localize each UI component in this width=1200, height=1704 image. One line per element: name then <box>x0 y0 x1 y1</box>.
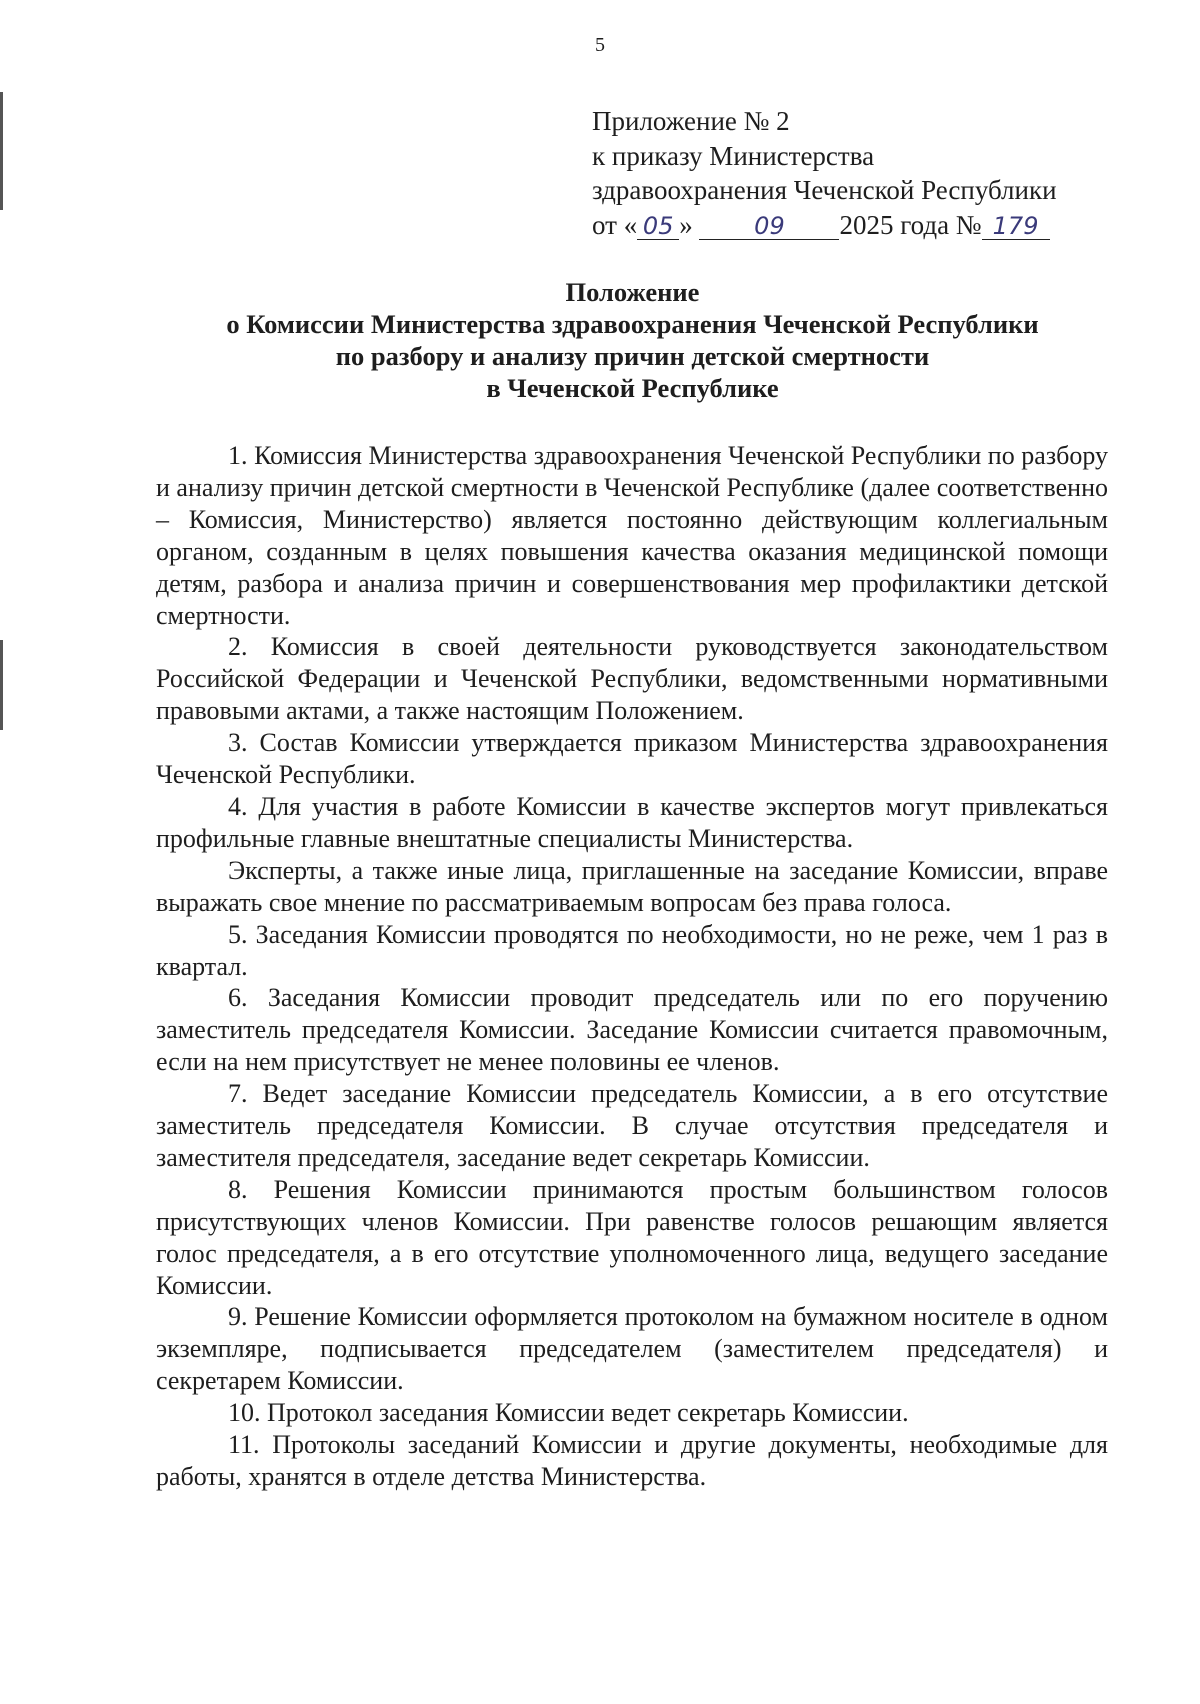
page-number: 5 <box>595 34 605 56</box>
paragraph: 11. Протоколы заседаний Комиссии и другие документы, необходимые для работы, хранятся в отделе детства Министерства. <box>156 1430 1108 1491</box>
annex-header <box>592 104 1057 242</box>
paragraph: 1. Комиссия Министерства здравоохранения Чеченской Республики по разбору и анализу причин детской смертности в Чеченской Республике (далее соответственно – Комиссия, Министерство) является постоянно действующим коллегиальным органом, созданным в целях повышения качества оказания медицинской помощи детям, разбора и анализа причин и совершенствования мер профилактики детской смертности. <box>156 441 1108 630</box>
date-month-handwritten: 09 <box>699 213 839 240</box>
paragraph: 3. Состав Комиссии утверждается приказом Министерства здравоохранения Чеченской Республики. <box>156 728 1108 790</box>
paragraph: 10. Протокол заседания Комиссии ведет секретарь Комиссии. <box>228 1398 909 1428</box>
title-line: Положение <box>565 277 700 307</box>
date-year-text: 2025 года № <box>839 209 982 240</box>
annex-date-line <box>592 208 1057 243</box>
scan-edge-mark <box>0 640 3 730</box>
paragraph: 6. Заседания Комиссии проводит председатель или по его поручению заместитель председателя Комиссии. Заседание Комиссии считается правомочным, если на нем присутствует не менее половины ее членов. <box>156 983 1108 1077</box>
paragraph: 7. Ведет заседание Комиссии председатель Комиссии, а в его отсутствие заместитель председателя Комиссии. В случае отсутствия председателя и заместителя председателя, заседание ведет секретарь Комиссии. <box>156 1079 1108 1172</box>
date-day-handwritten: 05 <box>637 213 679 240</box>
annex-line: к приказу Министерства <box>592 140 875 171</box>
title-line: по разбору и анализу причин детской смертности <box>335 341 930 371</box>
paragraph: 2. Комиссия в своей деятельности руководствуется законодательством Российской Федерации и Чеченской Республики, ведомственными нормативными правовыми актами, а также настоящим Положением. <box>156 632 1108 726</box>
title-line: о Комиссии Министерства здравоохранения Чеченской Республики <box>226 309 1039 339</box>
annex-line: Приложение № 2 <box>592 106 790 136</box>
document-body <box>156 440 1108 1493</box>
title-line: в Чеченской Республике <box>486 373 779 403</box>
date-mid: » <box>679 209 693 240</box>
paragraph: 4. Для участия в работе Комиссии в качестве экспертов могут привлекаться профильные главные внештатные специалисты Министерства. <box>156 791 1108 853</box>
paragraph: 5. Заседания Комиссии проводятся по необходимости, но не реже, чем 1 раз в квартал. <box>156 919 1108 981</box>
paragraph: Эксперты, а также иные лица, приглашенные на заседание Комиссии, вправе выражать свое мнение по рассматриваемым вопросам без права голоса. <box>156 855 1108 917</box>
annex-line: здравоохранения Чеченской Республики <box>592 175 1057 205</box>
document-title <box>140 276 1125 404</box>
order-number-handwritten: 179 <box>982 213 1050 240</box>
scan-edge-mark <box>0 92 3 210</box>
paragraph: 8. Решения Комиссии принимаются простым большинством голосов присутствующих членов Комиссии. При равенстве голосов решающим является голос председателя, а в его отсутствие уполномоченного лица, ведущего заседание Комиссии. <box>156 1174 1108 1300</box>
date-prefix: от « <box>592 209 638 240</box>
paragraph: 9. Решение Комиссии оформляется протоколом на бумажном носителе в одном экземпляре, подписывается председателем (заместителем председателя) и секретарем Комиссии. <box>156 1302 1108 1396</box>
